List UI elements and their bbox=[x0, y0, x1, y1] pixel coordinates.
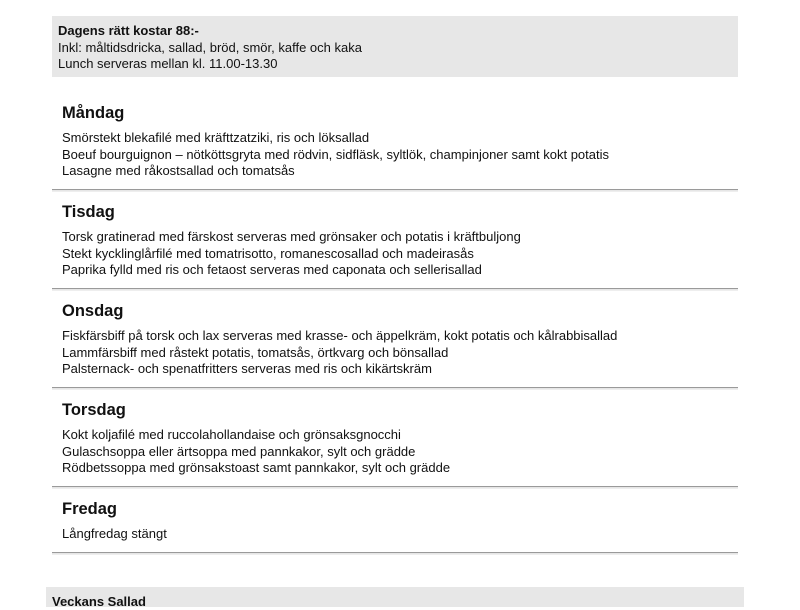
dish-item: Långfredag stängt bbox=[62, 526, 167, 541]
dish-item: Palsternack- och spenatfritters serveras med ris och kikärtskräm bbox=[62, 361, 432, 376]
day-title: Torsdag bbox=[62, 401, 126, 419]
dish-item: Stekt kycklinglårfilé med tomatrisotto, romanescosallad och madeirasås bbox=[62, 245, 474, 261]
dish-item: Paprika fylld med ris och fetaost serveras med caponata och sellerisallad bbox=[62, 262, 482, 277]
section-divider bbox=[52, 486, 738, 489]
dish-list bbox=[62, 526, 167, 543]
dish-list bbox=[62, 130, 609, 180]
day-title: Fredag bbox=[62, 500, 118, 518]
section-divider bbox=[52, 189, 738, 192]
dish-list bbox=[62, 427, 450, 477]
day-title: Tisdag bbox=[62, 203, 115, 221]
dish-item: Fiskfärsbiff på torsk och lax serveras med krasse- och äppelkräm, kokt potatis och kålrabbisallad bbox=[62, 328, 618, 343]
section-divider bbox=[52, 552, 738, 555]
dish-item: Smörstekt blekafilé med kräfttzatziki, ris och löksallad bbox=[62, 130, 370, 145]
section-divider bbox=[52, 288, 738, 291]
dish-list bbox=[62, 229, 521, 279]
dish-item: Kokt koljafilé med ruccolahollandaise och grönsaksgnocchi bbox=[62, 427, 401, 442]
dish-item: Lammfärsbiff med råstekt potatis, tomatsås, örtkvarg och bönsallad bbox=[62, 344, 449, 360]
dish-item: Boeuf bourguignon – nötköttsgryta med rödvin, sidfläsk, syltlök, champinjoner samt kokt potatis bbox=[62, 146, 610, 162]
includes-text: Inkl: måltidsdricka, sallad, bröd, smör, kaffe och kaka bbox=[58, 39, 362, 55]
dish-item: Torsk gratinerad med färskost serveras med grönsaker och potatis i kräftbuljong bbox=[62, 229, 521, 244]
day-title: Måndag bbox=[62, 104, 125, 122]
dish-item: Rödbetssoppa med grönsakstoast samt pannkakor, sylt och grädde bbox=[62, 460, 451, 475]
dish-list bbox=[62, 328, 617, 378]
price-info-box bbox=[52, 16, 738, 77]
dish-item: Gulaschsoppa eller ärtsoppa med pannkakor, sylt och grädde bbox=[62, 443, 416, 459]
section-divider bbox=[52, 387, 738, 390]
lunch-hours-text: Lunch serveras mellan kl. 11.00-13.30 bbox=[58, 56, 278, 71]
weekly-salad-box bbox=[46, 587, 744, 607]
weekly-salad-title: Veckans Sallad bbox=[52, 594, 146, 609]
day-title: Onsdag bbox=[62, 302, 124, 320]
price-text: Dagens rätt kostar 88:- bbox=[58, 23, 199, 38]
dish-item: Lasagne med råkostsallad och tomatsås bbox=[62, 163, 295, 178]
